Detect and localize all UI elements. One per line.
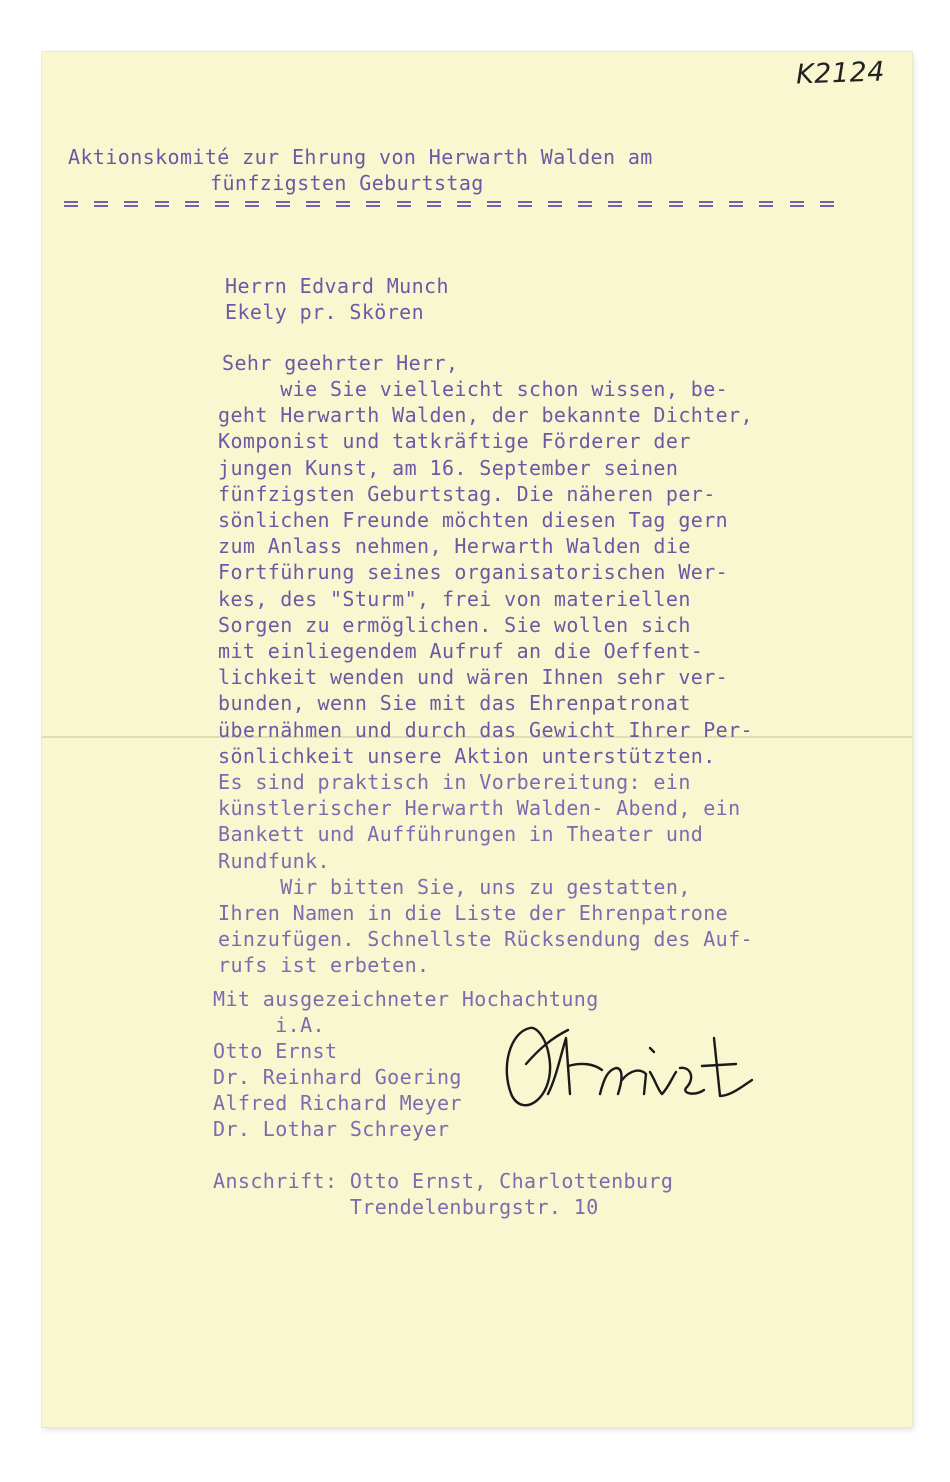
divider-dash: [306, 201, 320, 207]
divider-dash: [397, 201, 411, 207]
divider-dash: [518, 201, 532, 207]
closing-greeting: Mit ausgezeichneter Hochachtung: [213, 987, 599, 1011]
signatory-otto-ernst: Otto Ernst: [213, 1039, 338, 1063]
body-line: kes, des "Sturm", frei von materiellen: [218, 586, 691, 611]
body-line: Ihren Namen in die Liste der Ehrenpatrone: [218, 901, 729, 926]
body-line: Komponist und tatkräftige Förderer der: [218, 429, 691, 454]
divider-dash: [457, 201, 471, 207]
body-line: rufs ist erbeten.: [218, 953, 430, 978]
divider-dash: [699, 201, 713, 207]
body-line: mit einliegendem Aufruf an die Oeffent-: [218, 639, 704, 664]
divider-dash: [638, 201, 652, 207]
divider-dash: [276, 201, 290, 207]
divider-dash: [155, 201, 169, 207]
address-line-1: Anschrift: Otto Ernst, Charlottenburg: [213, 1169, 674, 1193]
divider-dash: [578, 201, 592, 207]
heading-divider: [64, 197, 834, 211]
divider-dash: [185, 201, 199, 207]
divider-dash: [548, 201, 562, 207]
body-line: fünfzigsten Geburtstag. Die näheren per-: [218, 481, 716, 506]
signatory-alfred-richard-meyer: Alfred Richard Meyer: [213, 1091, 462, 1115]
salutation: Sehr geehrter Herr,: [222, 351, 459, 375]
divider-dash: [487, 201, 501, 207]
body-line: zum Anlass nehmen, Herwarth Walden die: [218, 534, 691, 559]
body-line: Rundfunk.: [218, 848, 330, 873]
body-line: lichkeit wenden und wären Ihnen sehr ver-: [218, 665, 729, 690]
divider-dash: [124, 201, 138, 207]
body-line: Wir bitten Sie, uns zu gestatten,: [218, 874, 691, 899]
divider-dash: [336, 201, 350, 207]
divider-dash: [820, 201, 834, 207]
recipient-address: Ekely pr. Skören: [225, 300, 425, 324]
body-line: Es sind praktisch in Vorbereitung: ein: [218, 770, 691, 795]
archive-id: K2124: [795, 56, 886, 91]
handwritten-signature: [490, 1008, 800, 1118]
heading-line-2: fünfzigsten Geburtstag: [210, 171, 484, 195]
body-line: bunden, wenn Sie mit das Ehrenpatronat: [218, 691, 691, 716]
body-line: sönlichen Freunde möchten diesen Tag gern: [218, 508, 729, 533]
address-line-2: Trendelenburgstr. 10: [213, 1195, 599, 1219]
closing-ia: i.A.: [213, 1013, 325, 1037]
divider-dash: [729, 201, 743, 207]
divider-dash: [366, 201, 380, 207]
divider-dash: [427, 201, 441, 207]
signatory-lothar-schreyer: Dr. Lothar Schreyer: [213, 1117, 450, 1141]
body-line: geht Herwarth Walden, der bekannte Dichter,: [218, 403, 753, 428]
letter-body: [218, 376, 878, 979]
recipient-name: Herrn Edvard Munch: [225, 274, 449, 298]
body-line: künstlerischer Herwarth Walden- Abend, ein: [218, 796, 741, 821]
body-line: Sorgen zu ermöglichen. Sie wollen sich: [218, 612, 691, 637]
body-line: sönlichkeit unsere Aktion unterstützten.: [218, 743, 716, 768]
divider-dash: [215, 201, 229, 207]
divider-dash: [759, 201, 773, 207]
body-line: wie Sie vielleicht schon wissen, be-: [218, 377, 729, 401]
body-line: übernähmen und durch das Gewicht Ihrer Per-: [218, 717, 753, 742]
divider-dash: [245, 201, 259, 207]
body-line: Bankett und Aufführungen in Theater und: [218, 822, 704, 847]
signatory-reinhard-goering: Dr. Reinhard Goering: [213, 1065, 462, 1089]
divider-dash: [669, 201, 683, 207]
body-line: einzufügen. Schnellste Rücksendung des Auf-: [218, 927, 753, 952]
divider-dash: [94, 201, 108, 207]
body-line: jungen Kunst, am 16. September seinen: [218, 455, 679, 480]
divider-dash: [790, 201, 804, 207]
divider-dash: [64, 201, 78, 207]
divider-dash: [608, 201, 622, 207]
heading-line-1: Aktionskomité zur Ehrung von Herwarth Walden am: [68, 145, 653, 169]
body-line: Fortführung seines organisatorischen Wer-: [218, 560, 729, 585]
